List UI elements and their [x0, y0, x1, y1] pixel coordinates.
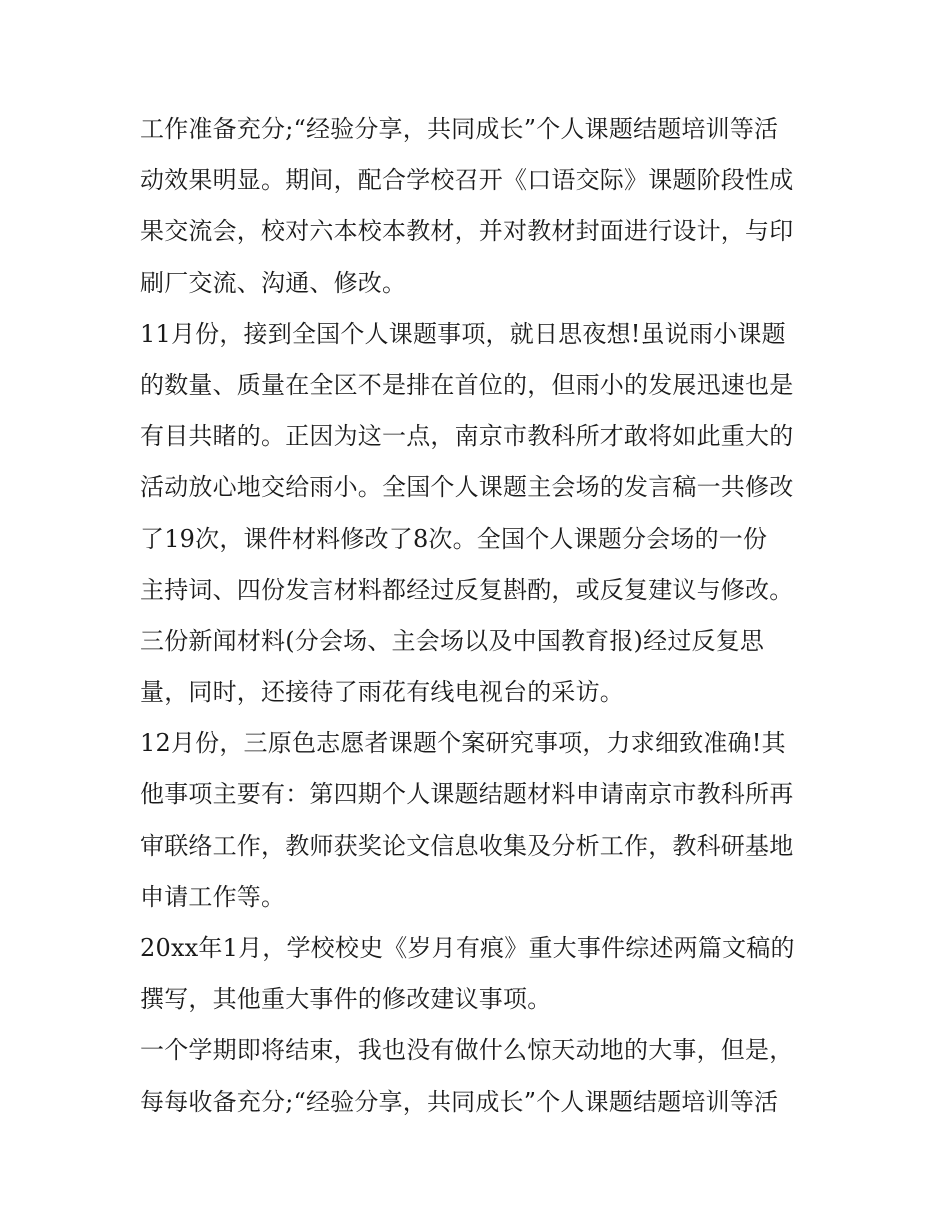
- text-line-18: 撰写，其他重大事件的修改建议事项。: [140, 985, 552, 1014]
- text-line-7: 有目共睹的。正因为这一点，南京市教科所才敢将如此重大的: [140, 422, 794, 451]
- text-line-12: 量，同时，还接待了雨花有线电视台的采访。: [140, 678, 624, 707]
- text-line-11: 三份新闻材料(分会场、主会场以及中国教育报)经过反复思: [140, 626, 765, 655]
- text-line-14: 他事项主要有：第四期个人课题结题材料申请南京市教科所再: [140, 780, 794, 809]
- text-line-2: 动效果明显。期间，配合学校召开《口语交际》课题阶段性成: [140, 166, 794, 195]
- text-line-10: 主持词、四份发言材料都经过反复斟酌，或反复建议与修改。: [140, 575, 794, 604]
- text-line-6: 的数量、质量在全区不是排在首位的，但雨小的发展迅速也是: [140, 370, 794, 399]
- text-line-19: 一个学期即将结束，我也没有做什么惊天动地的大事，但是，: [140, 1036, 794, 1065]
- text-line-5: 11月份，接到全国个人课题事项，就日思夜想!虽说雨小课题: [140, 319, 786, 348]
- text-line-17: 20xx年1月，学校校史《岁月有痕》重大事件综述两篇文稿的: [140, 934, 795, 962]
- text-line-4: 刷厂交流、沟通、修改。: [140, 268, 407, 297]
- text-line-13: 12月份，三原色志愿者课题个案研究事项，力求细致准确!其: [140, 729, 786, 758]
- text-line-16: 申请工作等。: [140, 882, 286, 911]
- text-line-15: 审联络工作，教师获奖论文信息收集及分析工作，教科研基地: [140, 831, 794, 860]
- document-body: [140, 104, 820, 1128]
- text-line-8: 活动放心地交给雨小。全国个人课题主会场的发言稿一共修改: [140, 473, 794, 502]
- text-line-3: 果交流会，校对六本校本教材，并对教材封面进行设计，与印: [140, 217, 794, 246]
- text-line-1: 工作准备充分;“经验分享，共同成长”个人课题结题培训等活: [140, 115, 779, 143]
- text-line-9: 了19次，课件材料修改了8次。全国个人课题分会场的一份: [140, 524, 768, 553]
- text-line-20: 每每收备充分;“经验分享，共同成长”个人课题结题培训等活: [140, 1087, 779, 1116]
